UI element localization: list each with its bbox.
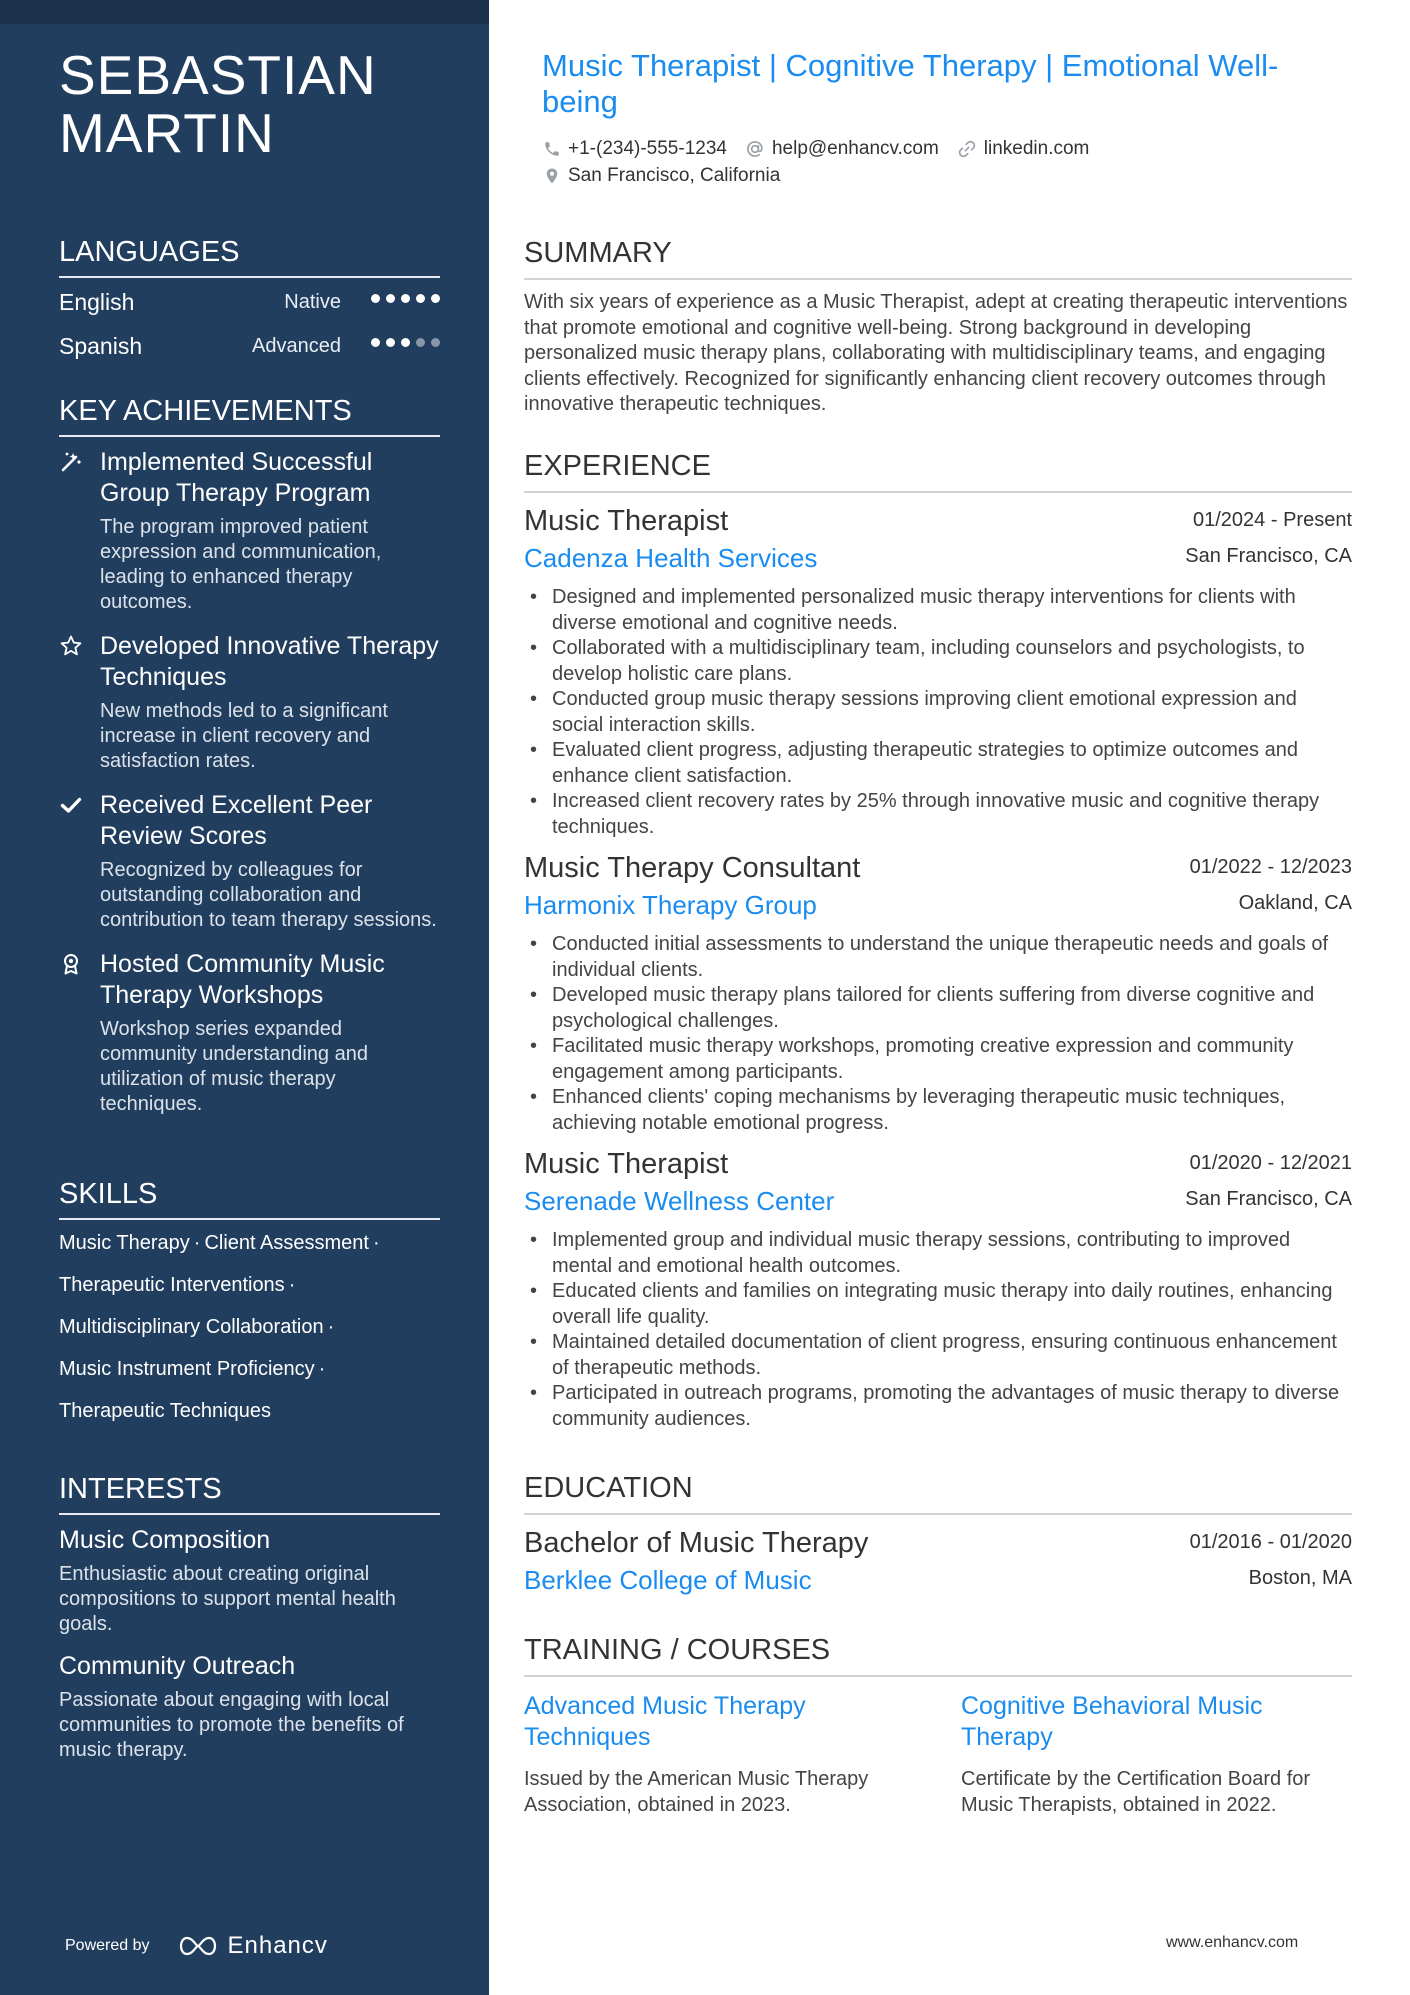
- job-bullet: • Implemented group and individual music therapy sessions, contributing to improved mental and emotional health outcomes.: [524, 1228, 1352, 1279]
- achievement-item: [59, 790, 440, 933]
- wand-icon: [59, 450, 83, 474]
- skills-section: [59, 1176, 440, 1432]
- interest-title: Music Composition: [59, 1526, 271, 1554]
- skill-tag: Therapeutic Techniques: [59, 1400, 271, 1422]
- training-section: [524, 1632, 1352, 1818]
- summary-text: With six years of experience as a Music Therapist, adept at creating therapeutic interventions that promote emotional and cognitive well-being. Strong background in developing personalized music therapy plans, collaborating with multidisciplinary teams, and engaging clients effectively. Recognized for significantly enhancing client recovery outcomes through innovative therapeutic techniques.: [524, 291, 1348, 415]
- location-pin-icon: [543, 166, 561, 186]
- job-date: 01/2024 - Present: [1193, 509, 1352, 531]
- language-row: [59, 325, 440, 369]
- education-date: 01/2016 - 01/2020: [1189, 1531, 1352, 1553]
- achievement-title: Received Excellent Peer Review Scores: [100, 791, 373, 850]
- job-company: Cadenza Health Services: [524, 543, 818, 573]
- interests-section: [59, 1471, 440, 1763]
- proficiency-dots: [371, 338, 440, 347]
- course-title: Cognitive Behavioral Music Therapy: [961, 1692, 1263, 1751]
- language-name: English: [59, 289, 135, 315]
- job-location: San Francisco, CA: [1185, 545, 1352, 567]
- skill-line: [59, 1222, 440, 1264]
- degree-title: Bachelor of Music Therapy: [524, 1527, 869, 1559]
- skill-tag: Therapeutic Interventions: [59, 1274, 285, 1296]
- link-icon: [957, 139, 977, 159]
- job-bullet: • Facilitated music therapy workshops, promoting creative expression and community engagement among participants.: [524, 1034, 1352, 1085]
- achievement-title: Implemented Successful Group Therapy Program: [100, 448, 373, 507]
- job-location: Oakland, CA: [1238, 892, 1352, 914]
- job-bullets: [524, 932, 1352, 1136]
- achievement-description: The program improved patient expression and communication, leading to enhanced therapy outcomes.: [100, 516, 382, 613]
- skill-separator: ·: [193, 1232, 201, 1254]
- interest-title: Community Outreach: [59, 1652, 296, 1680]
- achievement-description: New methods led to a significant increase in client recovery and satisfaction rates.: [100, 700, 388, 772]
- course-item: [524, 1691, 915, 1818]
- achievement-title: Hosted Community Music Therapy Workshops: [100, 950, 385, 1009]
- language-row: [59, 281, 440, 325]
- email-text: help@enhancv.com: [771, 138, 939, 159]
- experience-heading: EXPERIENCE: [524, 448, 1352, 493]
- summary-heading: SUMMARY: [524, 235, 1352, 280]
- achievements-section: [59, 393, 440, 1117]
- skill-line: [59, 1306, 440, 1348]
- proficiency-dot: [416, 338, 425, 347]
- achievement-item: [59, 631, 440, 774]
- course-item: [961, 1691, 1352, 1818]
- proficiency-dot: [416, 294, 425, 303]
- skill-line: [59, 1390, 440, 1432]
- job-bullet: • Collaborated with a multidisciplinary team, including counselors and psychologists, to develop holistic care plans.: [524, 636, 1352, 687]
- language-level: Advanced: [252, 335, 341, 357]
- job-entry: [524, 1144, 1352, 1432]
- job-bullet: • Conducted group music therapy sessions improving client emotional expression and social interaction skills.: [524, 687, 1352, 738]
- languages-heading: LANGUAGES: [59, 234, 440, 278]
- job-bullet: • Conducted initial assessments to understand the unique therapeutic needs and goals of individual clients.: [524, 932, 1352, 983]
- job-entry: [524, 848, 1352, 1136]
- school-name: Berklee College of Music: [524, 1565, 812, 1595]
- contact-phone[interactable]: [543, 138, 727, 160]
- skill-separator: ·: [288, 1274, 296, 1296]
- job-company: Serenade Wellness Center: [524, 1186, 835, 1216]
- interests-heading: INTERESTS: [59, 1471, 440, 1515]
- contact-location: [543, 165, 780, 187]
- star-icon: [59, 634, 83, 658]
- brand-name: Enhancv: [227, 1932, 328, 1959]
- course-description: Certificate by the Certification Board for Music Therapists, obtained in 2022.: [961, 1768, 1311, 1816]
- contact-linkedin[interactable]: [957, 138, 1090, 160]
- job-bullets: [524, 585, 1352, 840]
- skill-tag: Music Instrument Proficiency: [59, 1358, 315, 1380]
- proficiency-dot: [386, 294, 395, 303]
- education-entry: [524, 1523, 1352, 1603]
- candidate-name: SEBASTIAN MARTIN: [59, 44, 377, 164]
- sidebar: [0, 0, 489, 1995]
- job-bullet: • Increased client recovery rates by 25% through innovative music and cognitive therapy techniques.: [524, 789, 1352, 840]
- interest-description: Enthusiastic about creating original compositions to support mental health goals.: [59, 1563, 396, 1635]
- job-title: Music Therapist: [524, 505, 729, 537]
- linkedin-text: linkedin.com: [983, 138, 1090, 159]
- job-bullet: • Designed and implemented personalized music therapy interventions for clients with diverse emotional and cognitive needs.: [524, 585, 1352, 636]
- job-bullet: • Enhanced clients' coping mechanisms by leveraging therapeutic music techniques, achieving notable emotional progress.: [524, 1085, 1352, 1136]
- achievement-title: Developed Innovative Therapy Techniques: [100, 632, 439, 691]
- summary-section: [524, 235, 1352, 418]
- proficiency-dot: [431, 294, 440, 303]
- contact-email[interactable]: [745, 138, 939, 160]
- skills-heading: SKILLS: [59, 1176, 440, 1220]
- location-text: San Francisco, California: [568, 165, 781, 186]
- job-location: San Francisco, CA: [1185, 1188, 1352, 1210]
- job-title: Music Therapist: [524, 1148, 729, 1180]
- skill-line: [59, 1264, 440, 1306]
- language-level: Native: [284, 291, 341, 313]
- job-company: Harmonix Therapy Group: [524, 890, 817, 920]
- achievements-heading: KEY ACHIEVEMENTS: [59, 393, 440, 437]
- phone-text: +1-(234)-555-1234: [568, 138, 727, 159]
- achievement-item: [59, 949, 440, 1117]
- proficiency-dot: [371, 338, 380, 347]
- education-heading: EDUCATION: [524, 1470, 1352, 1515]
- proficiency-dot: [386, 338, 395, 347]
- sidebar-top-bar: [0, 0, 489, 24]
- proficiency-dots: [371, 294, 440, 303]
- enhancv-logo[interactable]: [176, 1932, 328, 1960]
- proficiency-dot: [371, 294, 380, 303]
- job-date: 01/2020 - 12/2021: [1189, 1152, 1352, 1174]
- training-heading: TRAINING / COURSES: [524, 1632, 1352, 1677]
- job-bullet: • Evaluated client progress, adjusting therapeutic strategies to optimize outcomes and enhance client satisfaction.: [524, 738, 1352, 789]
- language-name: Spanish: [59, 333, 143, 359]
- headline: Music Therapist | Cognitive Therapy | Emotional Well-being: [542, 48, 1279, 119]
- job-bullet: • Developed music therapy plans tailored for clients suffering from diverse cognitive and psychological challenges.: [524, 983, 1352, 1034]
- proficiency-dot: [431, 338, 440, 347]
- job-bullet: • Participated in outreach programs, promoting the advantages of music therapy to diverse community audiences.: [524, 1381, 1352, 1432]
- contact-row: [543, 165, 1343, 187]
- education-section: [524, 1470, 1352, 1603]
- languages-section: [59, 234, 440, 369]
- skill-separator: ·: [318, 1358, 326, 1380]
- achievement-item: [59, 447, 440, 615]
- achievement-description: Workshop series expanded community understanding and utilization of music therapy techniques.: [100, 1018, 368, 1115]
- school-location: Boston, MA: [1248, 1567, 1352, 1589]
- job-date: 01/2022 - 12/2023: [1189, 856, 1352, 878]
- powered-by: [65, 1932, 328, 1960]
- job-bullets: [524, 1228, 1352, 1432]
- experience-section: [524, 448, 1352, 1432]
- job-bullet: • Educated clients and families on integrating music therapy into daily routines, enhancing overall life quality.: [524, 1279, 1352, 1330]
- skill-tag: Music Therapy: [59, 1232, 190, 1254]
- skill-tag: Multidisciplinary Collaboration: [59, 1316, 324, 1338]
- contact-row: [543, 138, 1343, 160]
- job-bullet: • Maintained detailed documentation of client progress, ensuring continuous enhancement of therapeutic methods.: [524, 1330, 1352, 1381]
- skill-separator: ·: [372, 1232, 380, 1254]
- course-title: Advanced Music Therapy Techniques: [524, 1692, 806, 1751]
- award-icon: [59, 952, 83, 976]
- phone-icon: [543, 140, 561, 158]
- job-entry: [524, 501, 1352, 840]
- at-icon: [745, 139, 765, 159]
- skill-line: [59, 1348, 440, 1390]
- job-title: Music Therapy Consultant: [524, 852, 861, 884]
- achievement-description: Recognized by colleagues for outstanding collaboration and contribution to team therapy sessions.: [100, 859, 437, 931]
- check-icon: [59, 793, 83, 817]
- infinity-icon: [176, 1935, 220, 1957]
- proficiency-dot: [401, 294, 410, 303]
- skill-separator: ·: [327, 1316, 335, 1338]
- footer-url[interactable]: www.enhancv.com: [1166, 1934, 1299, 1951]
- powered-by-label: Powered by: [65, 1937, 150, 1954]
- proficiency-dot: [401, 338, 410, 347]
- course-description: Issued by the American Music Therapy Association, obtained in 2023.: [524, 1768, 869, 1816]
- skill-tag: Client Assessment: [204, 1232, 369, 1254]
- interest-description: Passionate about engaging with local communities to promote the benefits of music therapy.: [59, 1689, 404, 1761]
